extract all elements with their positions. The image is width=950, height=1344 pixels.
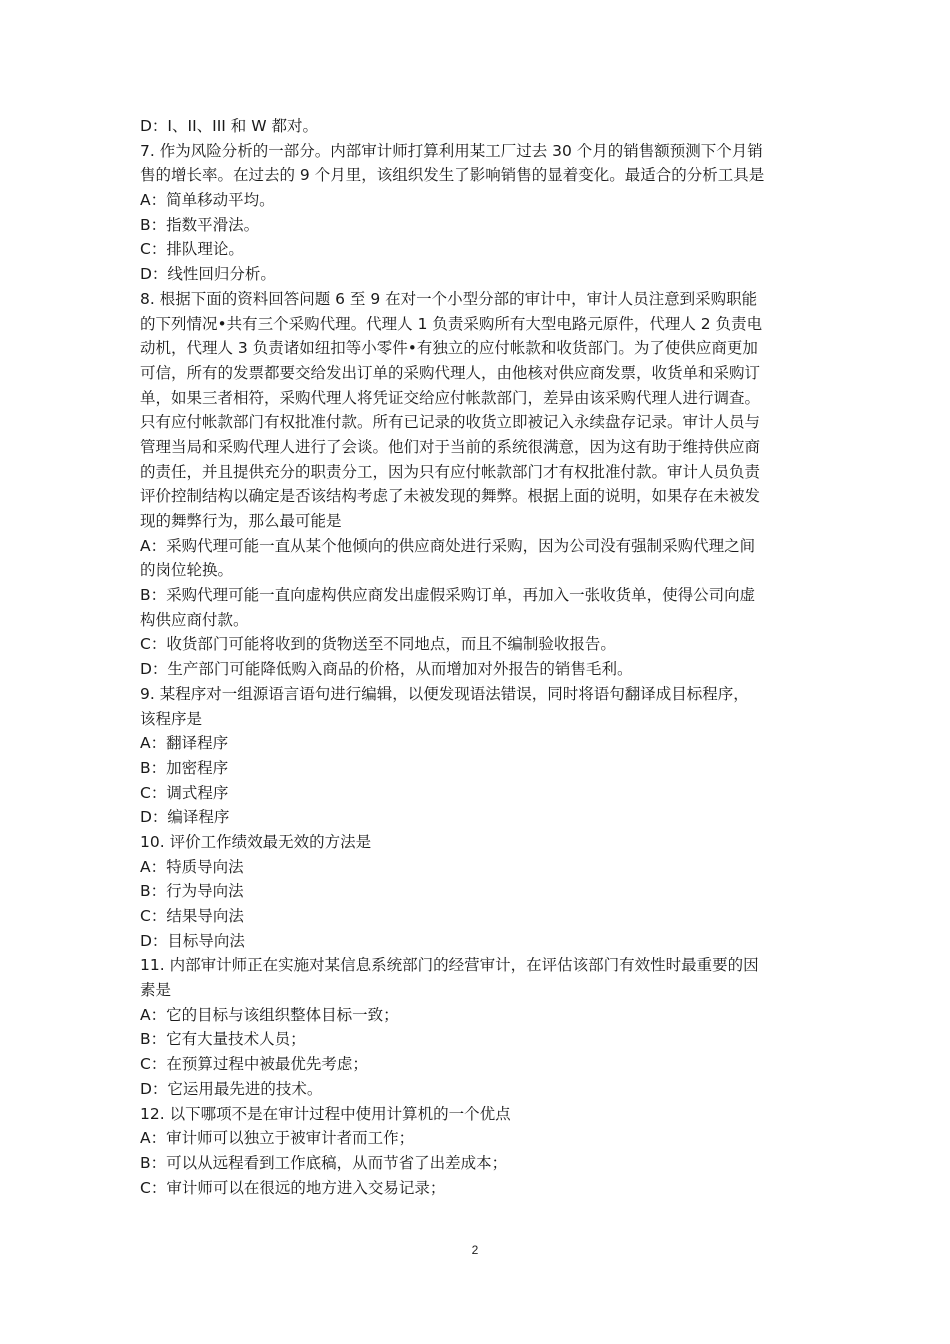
question-12-option-c: C：审计师可以在很远的地方进入交易记录； — [140, 1178, 446, 1197]
question-8-option-b-line-2: 构供应商付款。 — [140, 610, 249, 629]
question-7-line-2: 售的增长率。在过去的 9 个月里，该组织发生了影响销售的显着变化。最适合的分析工具是 — [140, 166, 765, 185]
question-7-option-b: B：指数平滑法。 — [140, 215, 260, 234]
question-10-option-a: A：特质导向法 — [140, 857, 244, 876]
question-11-line-1: 11. 内部审计师正在实施对某信息系统部门的经营审计，在评估该部门有效性时最重要的因 — [140, 956, 759, 975]
question-8-option-b-line-1: B：采购代理可能一直向虚构供应商发出虚假采购订单，再加入一张收货单，使得公司向虚 — [140, 586, 756, 605]
question-8-option-d: D：生产部门可能降低购入商品的价格，从而增加对外报告的销售毛利。 — [140, 660, 633, 679]
question-8-line-4: 可信，所有的发票都要交给发出订单的采购代理人，由他核对供应商发票，收货单和采购订 — [140, 363, 761, 382]
question-7-option-a: A：简单移动平均。 — [140, 191, 275, 210]
question-12-option-b: B：可以从远程看到工作底稿，从而节省了出差成本； — [140, 1153, 508, 1172]
question-8-line-6: 只有应付帐款部门有权批准付款。所有已记录的收货立即被记入永续盘存记录。审计人员与 — [140, 413, 761, 432]
question-12-option-a: A：审计师可以独立于被审计者而工作； — [140, 1129, 415, 1148]
question-9-line-1: 9. 某程序对一组源语言语句进行编辑，以便发现语法错误，同时将语句翻译成目标程序， — [140, 684, 749, 703]
question-7-option-c: C：排队理论。 — [140, 240, 244, 259]
question-9-option-d: D：编译程序 — [140, 808, 230, 827]
question-8-option-c: C：收货部门可能将收到的货物送至不同地点，而且不编制验收报告。 — [140, 635, 616, 654]
question-10-option-c: C：结果导向法 — [140, 907, 244, 925]
question-8-line-2: 的下列情况•共有三个采购代理。代理人 1 负责采购所有大型电路元原件，代理人 2 负责电 — [140, 314, 763, 333]
question-11-option-c: C：在预算过程中被最优先考虑； — [140, 1055, 368, 1074]
question-8-line-8: 的责任，并且提供充分的职责分工，因为只有应付帐款部门才有权批准付款。审计人员负责 — [140, 462, 761, 481]
question-11-option-d: D：它运用最先进的技术。 — [140, 1079, 323, 1098]
question-11-option-b: B：它有大量技术人员； — [140, 1030, 306, 1049]
question-7-option-d: D：线性回归分析。 — [140, 265, 276, 284]
question-8-line-5: 单，如果三者相符，采购代理人将凭证交给应付帐款部门，差异由该采购代理人进行调查。 — [140, 388, 761, 407]
question-10-option-b: B：行为导向法 — [140, 882, 244, 901]
question-11-option-a: A：它的目标与该组织整体目标一致； — [140, 1005, 399, 1024]
text-line-option-d: D：I、II、III 和 W 都对。 — [140, 117, 318, 135]
question-8-option-a-line-1: A：采购代理可能一直从某个他倾向的供应商处进行采购，因为公司没有强制采购代理之间 — [140, 536, 756, 555]
page-number: 2 — [471, 1243, 479, 1257]
question-10: 10. 评价工作绩效最无效的方法是 — [140, 832, 372, 851]
question-8-line-1: 8. 根据下面的资料回答问题 6 至 9 在对一个小型分部的审计中，审计人员注意到采购职能 — [140, 289, 758, 308]
question-8-line-3: 动机，代理人 3 负责诸如纽扣等小零件•有独立的应付帐款和收货部门。为了使供应商更加 — [140, 339, 758, 358]
question-9-option-b: B：加密程序 — [140, 758, 229, 777]
question-9-option-c: C：调式程序 — [140, 783, 229, 802]
question-8-line-9: 评价控制结构以确定是否该结构考虑了未被发现的舞弊。根据上面的说明，如果存在未被发 — [140, 487, 761, 506]
question-10-option-d: D：目标导向法 — [140, 931, 245, 950]
question-9-option-a: A：翻译程序 — [140, 734, 229, 753]
question-8-line-10: 现的舞弊行为，那么最可能是 — [140, 512, 342, 530]
question-8-option-a-line-2: 的岗位轮换。 — [140, 561, 234, 580]
question-8-line-7: 管理当局和采购代理人进行了会谈。他们对于当前的系统很满意，因为这有助于维持供应商 — [140, 437, 761, 456]
question-7-line-1: 7. 作为风险分析的一部分。内部审计师打算利用某工厂过去 30 个月的销售额预测下个月销 — [140, 141, 763, 160]
page-body-text — [140, 114, 830, 1200]
question-11-line-2: 素是 — [140, 981, 172, 1000]
question-9-line-2: 该程序是 — [140, 709, 203, 728]
question-12: 12. 以下哪项不是在审计过程中使用计算机的一个优点 — [140, 1104, 511, 1123]
